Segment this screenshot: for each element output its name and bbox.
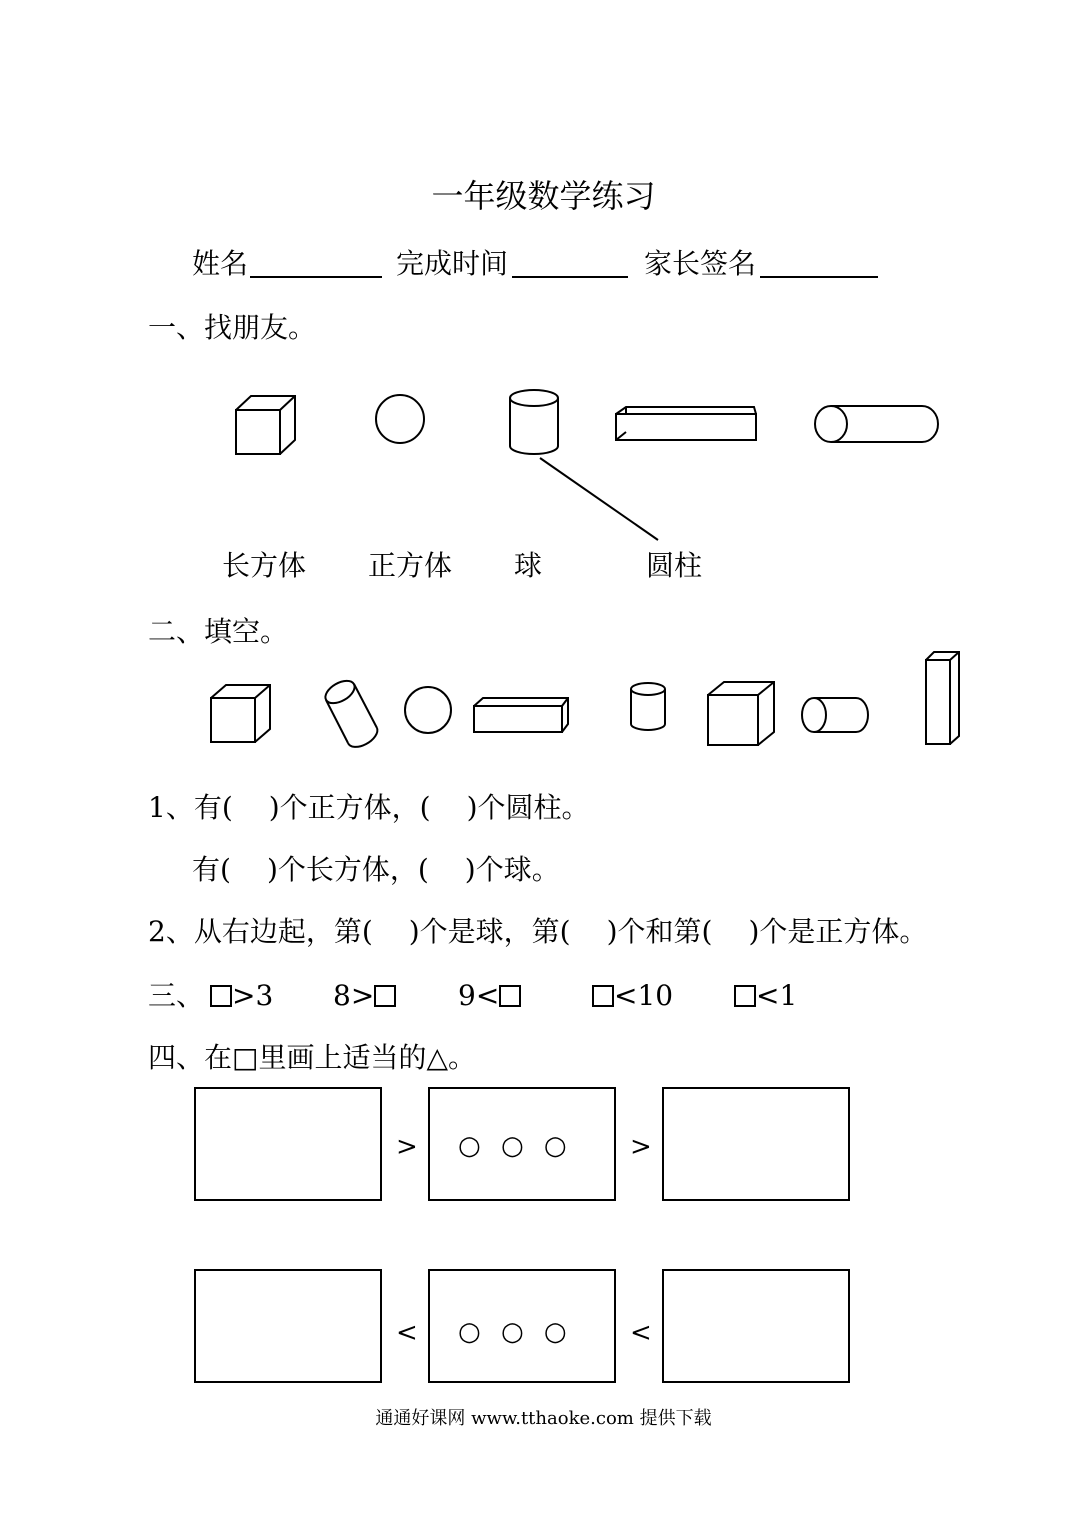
greater-than-sign: >	[630, 1132, 652, 1162]
compare-item-5: <1	[734, 982, 797, 1010]
cube-icon	[211, 685, 270, 742]
label-cuboid: 长方体	[222, 549, 307, 582]
page-title: 一年级数学练习	[431, 177, 656, 215]
compare-item-1: >3	[210, 982, 273, 1010]
cuboid-icon	[474, 698, 568, 732]
name-label: 姓名	[192, 247, 249, 280]
circles-box-row2	[428, 1269, 616, 1383]
answer-box[interactable]	[210, 985, 232, 1007]
horizontal-cylinder-icon	[815, 406, 938, 442]
cube-icon	[236, 396, 295, 454]
cube-icon	[708, 682, 774, 745]
circles-box-row1	[428, 1087, 616, 1201]
answer-box[interactable]	[499, 985, 521, 1007]
section4-heading: 四、在□里画上适当的△。	[148, 1041, 476, 1074]
circles: ○ ○ ○	[458, 1317, 573, 1347]
matching-line	[540, 458, 658, 540]
label-sphere: 球	[514, 549, 543, 582]
footer-text: 通通好课网 www.tthaoke.com 提供下载	[375, 1408, 712, 1429]
label-cylinder: 圆柱	[646, 549, 703, 582]
compare-item-2: 8>	[333, 982, 396, 1010]
section3-prefix: 三、	[148, 979, 205, 1012]
section2-heading: 二、填空。	[148, 615, 289, 648]
label-cube: 正方体	[368, 549, 453, 582]
compare-item-4: <10	[592, 982, 673, 1010]
drawing-box-row1-left[interactable]	[194, 1087, 382, 1201]
tilted-cylinder-icon	[322, 676, 378, 747]
compare-item-3: 9<	[458, 982, 521, 1010]
drawing-box-row2-left[interactable]	[194, 1269, 382, 1383]
less-than-sign: <	[396, 1318, 418, 1348]
tall-cuboid-icon	[926, 652, 959, 744]
time-label: 完成时间	[396, 247, 509, 280]
question-1-line-1: 1、有( )个正方体，( )个圆柱。	[148, 791, 590, 824]
greater-than-sign: >	[396, 1132, 418, 1162]
drawing-box-row1-right[interactable]	[662, 1087, 850, 1201]
drawing-box-row2-right[interactable]	[662, 1269, 850, 1383]
parent-signature-label: 家长签名	[644, 247, 757, 280]
sphere-icon	[376, 395, 424, 443]
answer-box[interactable]	[374, 985, 396, 1007]
circles: ○ ○ ○	[458, 1131, 573, 1161]
question-1-line-2: 有( )个长方体，( )个球。	[192, 853, 560, 886]
question-2: 2、从右边起，第( )个是球，第( )个和第( )个是正方体。	[148, 915, 928, 948]
answer-box[interactable]	[734, 985, 756, 1007]
cylinder-icon	[510, 390, 558, 454]
cylinder-icon	[631, 683, 665, 730]
section1-heading: 一、找朋友。	[148, 311, 317, 344]
less-than-sign: <	[630, 1318, 652, 1348]
sphere-icon	[405, 687, 451, 733]
answer-box[interactable]	[592, 985, 614, 1007]
cuboid-icon	[616, 407, 756, 440]
horizontal-cylinder-icon	[802, 698, 868, 732]
